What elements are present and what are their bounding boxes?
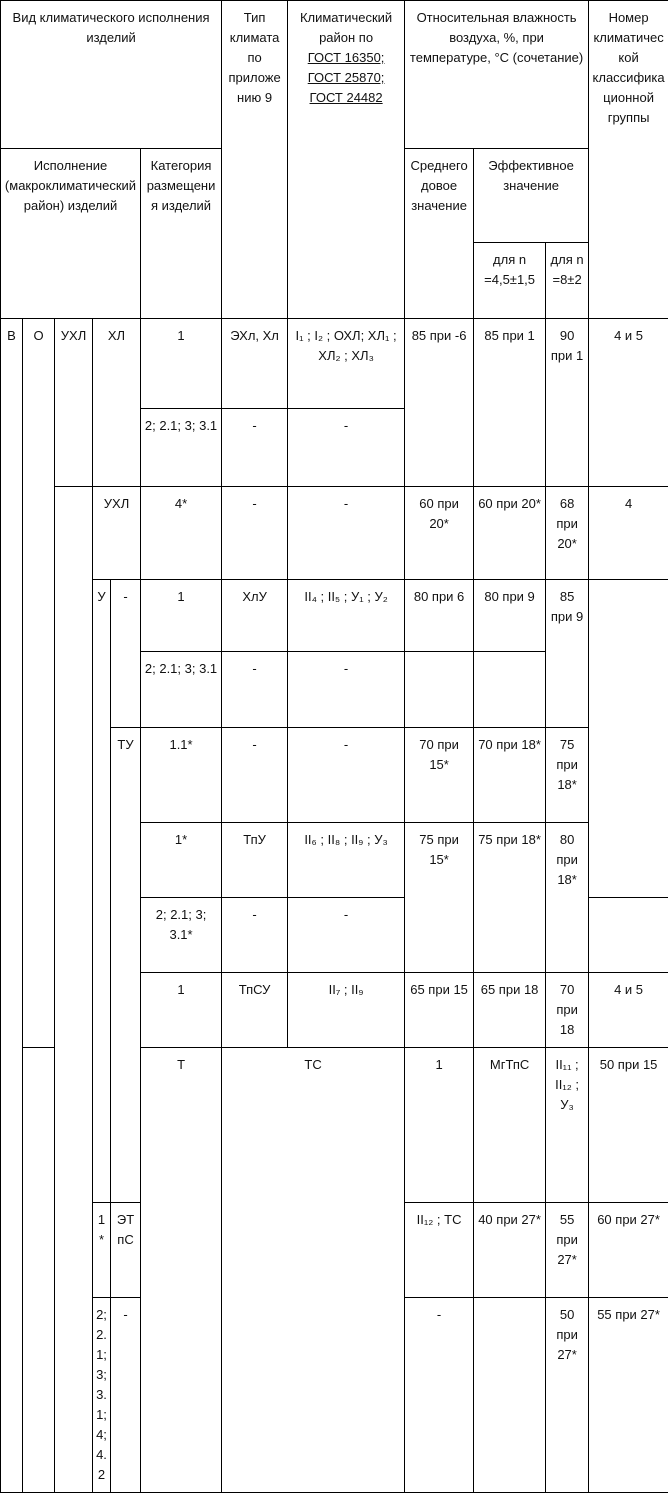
header-row-1: [1, 1, 668, 149]
cell-grp: 4: [589, 487, 668, 580]
header-nomer: Номер климатической классификационной группы: [589, 1, 668, 319]
cell-eff2: 90 при 1: [546, 319, 589, 487]
cell-rayon: -: [288, 487, 405, 580]
cell-kat: 1*: [141, 823, 222, 898]
macro-blank-o-col: [23, 1048, 55, 1493]
cell-tip: ТпСУ: [222, 973, 288, 1048]
macro-t: Т: [141, 1048, 222, 1493]
cell-eff2: 68 при 20*: [546, 487, 589, 580]
cell-kat: 1: [141, 580, 222, 652]
macro-blank-uhl-col: [55, 487, 93, 1493]
cell-eff1: 55 при 27*: [546, 1203, 589, 1298]
cell-kat: 1: [405, 1048, 474, 1203]
table-row: [1, 580, 668, 652]
gost-25870-link[interactable]: ГОСТ 25870;: [308, 70, 385, 85]
cell-rayon: -: [405, 1298, 474, 1493]
cell-sred-empty: [405, 652, 474, 728]
cell-rayon: -: [288, 652, 405, 728]
cell-rayon: II₆ ; II₈ ; II₉ ; У₃: [288, 823, 405, 898]
cell-eff1: 50 при 27*: [546, 1298, 589, 1493]
cell-tip: ЭТпС: [111, 1203, 141, 1298]
gost-24482-link[interactable]: ГОСТ 24482: [310, 90, 383, 105]
cell-kat: 4*: [141, 487, 222, 580]
cell-grp-empty: [589, 580, 668, 898]
header-effektivnoe: Эффективное значение: [474, 149, 589, 243]
cell-eff2: 85 при 9: [546, 580, 589, 728]
table-row: [1, 319, 668, 409]
cell-eff1: 85 при 1: [474, 319, 546, 487]
cell-rayon: I₁ ; I₂ ; ОХЛ; ХЛ₁ ; ХЛ₂ ; ХЛ₃: [288, 319, 405, 409]
cell-tip: ХлУ: [222, 580, 288, 652]
cell-tip: -: [222, 652, 288, 728]
macro-uhl: УХЛ: [55, 319, 93, 487]
cell-rayon: -: [288, 898, 405, 973]
header-dlya-n1: для n =4,5±1,5: [474, 243, 546, 319]
header-vid: Вид климатического исполнения изделий: [1, 1, 222, 149]
cell-tip: -: [222, 728, 288, 823]
header-tip: Тип климата по приложению 9: [222, 1, 288, 319]
cell-rayon: II₄ ; II₅ ; У₁ ; У₂: [288, 580, 405, 652]
header-rayon-prefix: Климатический район по: [300, 10, 392, 45]
cell-sred: 80 при 6: [405, 580, 474, 652]
cell-grp: 4 и 5: [589, 319, 668, 487]
cell-sred: 65 при 15: [405, 973, 474, 1048]
cell-eff1: 60 при 20*: [474, 487, 546, 580]
cell-sred-empty: [474, 1298, 546, 1493]
cell-eff1: 80 при 9: [474, 580, 546, 652]
cell-tip: ТпУ: [222, 823, 288, 898]
macro-o: О: [23, 319, 55, 1048]
cell-tip: -: [222, 409, 288, 487]
cell-kat: 1*: [93, 1203, 111, 1298]
cell-kat: 2; 2.1; 3; 3.1*: [141, 898, 222, 973]
cell-kat: 2; 2.1; 3; 3.1: [141, 409, 222, 487]
table-row: [1, 487, 668, 580]
cell-eff2: 75 при 18*: [546, 728, 589, 823]
macro-v: В: [1, 319, 23, 1493]
gost-16350-link[interactable]: ГОСТ 16350;: [308, 50, 385, 65]
macro-ts: ТС: [222, 1048, 405, 1493]
header-ispolnenie: Исполнение (макроклиматический район) изделий: [1, 149, 141, 319]
macro-dash: -: [111, 580, 141, 728]
cell-eff1: 70 при 18*: [474, 728, 546, 823]
cell-rayon: II₇ ; II₉: [288, 973, 405, 1048]
cell-kat: 2; 2.1; 3; 3.1; 4; 4.2: [93, 1298, 111, 1493]
cell-grp: 4 и 5: [589, 973, 668, 1048]
macro-tu: ТУ: [111, 728, 141, 1203]
header-kategoriya: Категория размещения изделий: [141, 149, 222, 319]
cell-kat: 1: [141, 319, 222, 409]
cell-sred: 50 при 15: [589, 1048, 668, 1203]
cell-tip: -: [222, 898, 288, 973]
header-rayon: [288, 1, 405, 319]
cell-tip: МгТпС: [474, 1048, 546, 1203]
cell-sred: 75 при 15*: [405, 823, 474, 973]
cell-tip: -: [111, 1298, 141, 1493]
cell-rayon: II₁₁ ; II₁₂ ; У₃: [546, 1048, 589, 1203]
cell-eff1: 65 при 18: [474, 973, 546, 1048]
cell-sred: 85 при -6: [405, 319, 474, 487]
macro-hl: ХЛ: [93, 319, 141, 487]
cell-rayon: -: [288, 728, 405, 823]
cell-sred: 40 при 27*: [474, 1203, 546, 1298]
cell-kat: 1.1*: [141, 728, 222, 823]
cell-tip: ЭХл, Хл: [222, 319, 288, 409]
cell-kat: 2; 2.1; 3; 3.1: [141, 652, 222, 728]
header-vlazhnost: Относительная влажность воздуха, %, при температуре, °С (сочетание): [405, 1, 589, 149]
cell-rayon: II₁₂ ; ТС: [405, 1203, 474, 1298]
macro-uhl-2: УХЛ: [93, 487, 141, 580]
cell-eff1-empty: [474, 652, 546, 728]
header-dlya-n2: для n =8±2: [546, 243, 589, 319]
cell-sred: 70 при 15*: [405, 728, 474, 823]
header-srednegodovoe: Среднегодовое значение: [405, 149, 474, 319]
cell-eff2: 55 при 27*: [589, 1298, 668, 1493]
cell-eff2: 70 при 18: [546, 973, 589, 1048]
cell-sred: 60 при 20*: [405, 487, 474, 580]
cell-tip: -: [222, 487, 288, 580]
cell-kat: 1: [141, 973, 222, 1048]
cell-eff2: 60 при 27*: [589, 1203, 668, 1298]
cell-rayon: -: [288, 409, 405, 487]
macro-u: У: [93, 580, 111, 1203]
cell-eff2: 80 при 18*: [546, 823, 589, 973]
cell-eff1: 75 при 18*: [474, 823, 546, 973]
